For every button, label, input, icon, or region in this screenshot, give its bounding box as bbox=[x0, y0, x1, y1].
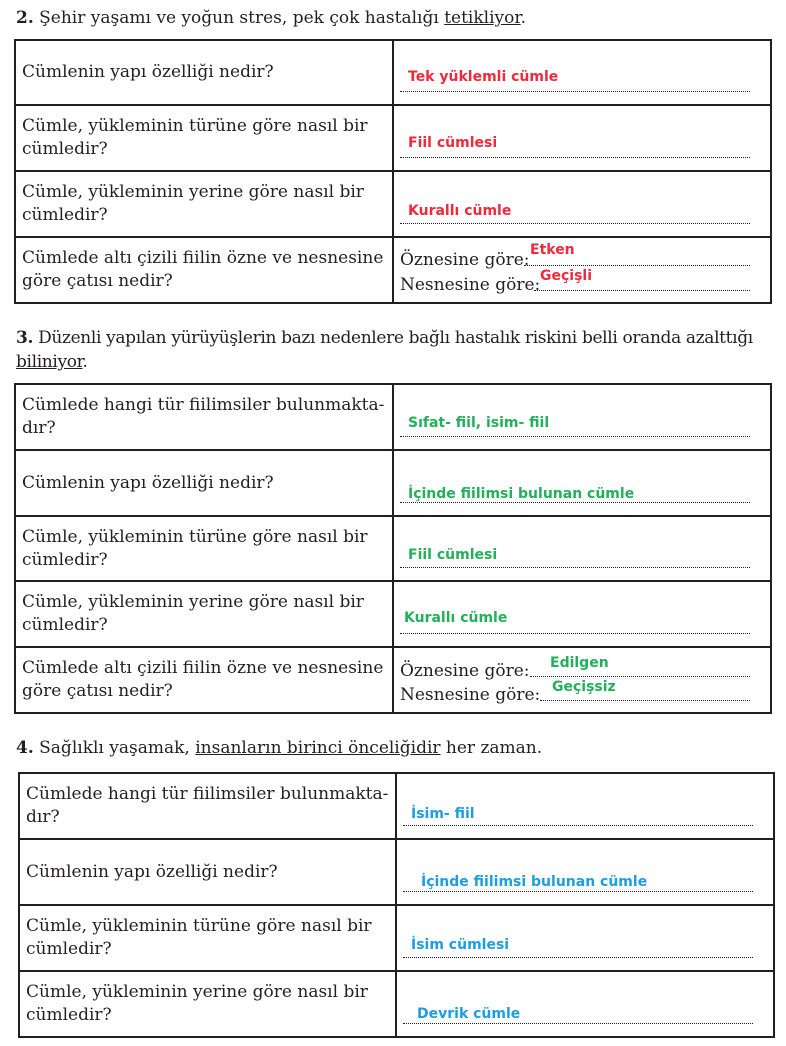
question-number: 2. bbox=[16, 8, 34, 28]
dotted-answer-line bbox=[400, 567, 750, 568]
dotted-answer-line bbox=[400, 223, 750, 224]
table-row bbox=[19, 971, 774, 1037]
question-number: 3. bbox=[16, 328, 34, 348]
dotted-answer-line bbox=[400, 157, 750, 158]
table-row bbox=[19, 839, 774, 905]
object-label: Nesnesine göre: bbox=[400, 685, 541, 705]
dotted-answer-line bbox=[403, 891, 753, 892]
question-4-sentence: 4. Sağlıklı yaşamak, insanların birinci önceliğidir her zaman. bbox=[16, 738, 543, 758]
dotted-answer-line bbox=[540, 700, 750, 701]
question-cell: Cümlede hangi tür fiilimsiler bulunmakta-dır? bbox=[15, 384, 393, 450]
answer-cell[interactable] bbox=[393, 581, 771, 647]
handwritten-answer: Devrik cümle bbox=[417, 1006, 521, 1022]
dotted-answer-line bbox=[403, 1023, 753, 1024]
table-row bbox=[15, 237, 771, 303]
question-2-sentence: 2. Şehir yaşamı ve yoğun stres, pek çok hastalığı tetikliyor. bbox=[16, 8, 527, 28]
question-cell: Cümle, yükleminin türüne göre nasıl bir cümledir? bbox=[15, 105, 393, 171]
handwritten-answer: Tek yüklemli cümle bbox=[408, 69, 559, 85]
answer-cell[interactable] bbox=[393, 450, 771, 516]
dotted-answer-line bbox=[400, 436, 750, 437]
answer-cell[interactable] bbox=[393, 171, 771, 237]
table-row bbox=[15, 450, 771, 516]
table-row bbox=[15, 581, 771, 647]
handwritten-answer: Geçişli bbox=[540, 268, 593, 284]
dotted-answer-line bbox=[403, 825, 753, 826]
handwritten-answer: İsim cümlesi bbox=[411, 937, 510, 953]
question-cell: Cümle, yükleminin türüne göre nasıl bir cümledir? bbox=[15, 516, 393, 581]
answer-cell[interactable] bbox=[396, 971, 774, 1037]
table-row bbox=[19, 773, 774, 839]
answer-cell[interactable] bbox=[393, 384, 771, 450]
underlined-verb: tetikliyor bbox=[444, 8, 521, 28]
handwritten-answer: Fiil cümlesi bbox=[408, 135, 498, 151]
question-3-table bbox=[14, 383, 772, 714]
answer-cell[interactable] bbox=[393, 516, 771, 581]
question-2-table bbox=[14, 39, 772, 304]
question-3-sentence: 3. Düzenli yapılan yürüyüşlerin bazı nedenlere bağlı hastalık riskini belli oranda azalttığı biliniyor. bbox=[16, 328, 753, 372]
underlined-phrase: insanların birinci önceliğidir bbox=[195, 738, 441, 758]
dotted-answer-line bbox=[403, 957, 753, 958]
object-voice-line bbox=[400, 268, 750, 297]
dotted-answer-line bbox=[400, 91, 750, 92]
question-cell: Cümle, yükleminin yerine göre nasıl bir cümledir? bbox=[15, 171, 393, 237]
question-cell: Cümle, yükleminin türüne göre nasıl bir cümledir? bbox=[19, 905, 396, 971]
question-number: 4. bbox=[16, 738, 34, 758]
object-label: Nesnesine göre: bbox=[400, 275, 541, 295]
question-cell: Cümlenin yapı özelliği nedir? bbox=[15, 40, 393, 105]
handwritten-answer: İçinde fiilimsi bulunan cümle bbox=[408, 486, 635, 502]
subject-label: Öznesine göre: bbox=[400, 250, 530, 270]
dotted-answer-line bbox=[400, 502, 750, 503]
underlined-verb: biliniyor bbox=[16, 352, 83, 372]
question-cell: Cümlede altı çizili fiilin özne ve nesnesine göre çatısı nedir? bbox=[15, 237, 393, 303]
question-cell: Cümle, yükleminin yerine göre nasıl bir cümledir? bbox=[19, 971, 396, 1037]
voice-answer-cell[interactable] bbox=[393, 647, 771, 713]
dotted-answer-line bbox=[400, 633, 750, 634]
handwritten-answer: Kurallı cümle bbox=[404, 610, 508, 626]
table-row bbox=[15, 171, 771, 237]
handwritten-answer: Fiil cümlesi bbox=[408, 547, 498, 563]
table-row bbox=[15, 384, 771, 450]
answer-cell[interactable] bbox=[393, 105, 771, 171]
handwritten-answer: İçinde fiilimsi bulunan cümle bbox=[421, 874, 648, 890]
table-row bbox=[19, 905, 774, 971]
answer-cell[interactable] bbox=[396, 839, 774, 905]
object-voice-line bbox=[400, 679, 750, 707]
question-4-table bbox=[18, 772, 775, 1038]
handwritten-answer: İsim- fiil bbox=[411, 806, 475, 822]
subject-label: Öznesine göre: bbox=[400, 661, 530, 681]
table-row bbox=[15, 40, 771, 105]
table-row bbox=[15, 647, 771, 713]
dotted-answer-line bbox=[534, 290, 750, 291]
handwritten-answer: Geçişsiz bbox=[552, 679, 616, 695]
question-cell: Cümle, yükleminin yerine göre nasıl bir cümledir? bbox=[15, 581, 393, 647]
question-cell: Cümlenin yapı özelliği nedir? bbox=[19, 839, 396, 905]
answer-cell[interactable] bbox=[393, 40, 771, 105]
answer-cell[interactable] bbox=[396, 905, 774, 971]
handwritten-answer: Edilgen bbox=[550, 655, 609, 671]
question-cell: Cümlenin yapı özelliği nedir? bbox=[15, 450, 393, 516]
table-row bbox=[15, 105, 771, 171]
handwritten-answer: Kurallı cümle bbox=[408, 203, 512, 219]
voice-answer-cell[interactable] bbox=[393, 237, 771, 303]
question-cell: Cümlede hangi tür fiilimsiler bulunmakta-dır? bbox=[19, 773, 396, 839]
handwritten-answer: Sıfat- fiil, isim- fiil bbox=[408, 415, 550, 431]
table-row bbox=[15, 516, 771, 581]
answer-cell[interactable] bbox=[396, 773, 774, 839]
question-cell: Cümlede altı çizili fiilin özne ve nesnesine göre çatısı nedir? bbox=[15, 647, 393, 713]
handwritten-answer: Etken bbox=[530, 242, 575, 258]
